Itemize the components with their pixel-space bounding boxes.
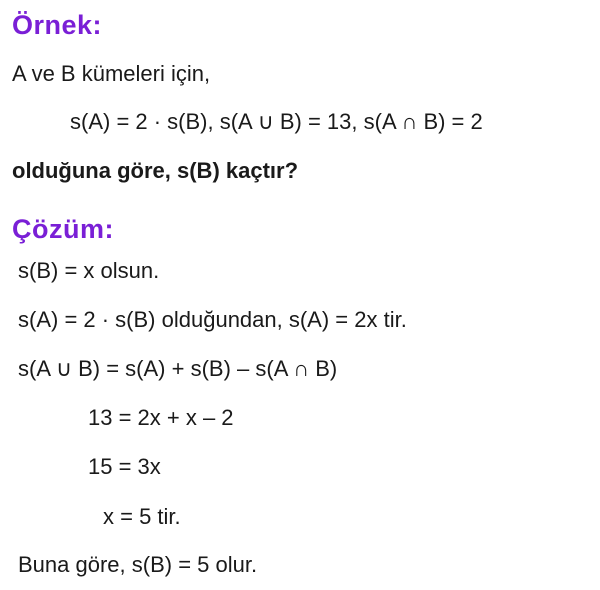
- solution-step-3: s(A ∪ B) = s(A) + s(B) – s(A ∩ B): [18, 356, 338, 381]
- solution-heading: Çözüm:: [12, 214, 114, 244]
- example-heading: Örnek:: [12, 10, 103, 40]
- solution-conclusion: Buna göre, s(B) = 5 olur.: [18, 552, 258, 577]
- solution-step-2: s(A) = 2 · s(B) olduğundan, s(A) = 2x tir.: [18, 307, 407, 332]
- example-intro: A ve B kümeleri için,: [12, 61, 211, 86]
- example-given-equations: s(A) = 2 · s(B), s(A ∪ B) = 13, s(A ∩ B) = 2: [70, 109, 483, 134]
- solution-step-6: x = 5 tir.: [103, 504, 181, 529]
- solution-step-1: s(B) = x olsun.: [18, 258, 160, 283]
- example-question: olduğuna göre, s(B) kaçtır?: [12, 158, 299, 183]
- solution-step-4: 13 = 2x + x – 2: [88, 405, 234, 430]
- solution-step-5: 15 = 3x: [88, 454, 161, 479]
